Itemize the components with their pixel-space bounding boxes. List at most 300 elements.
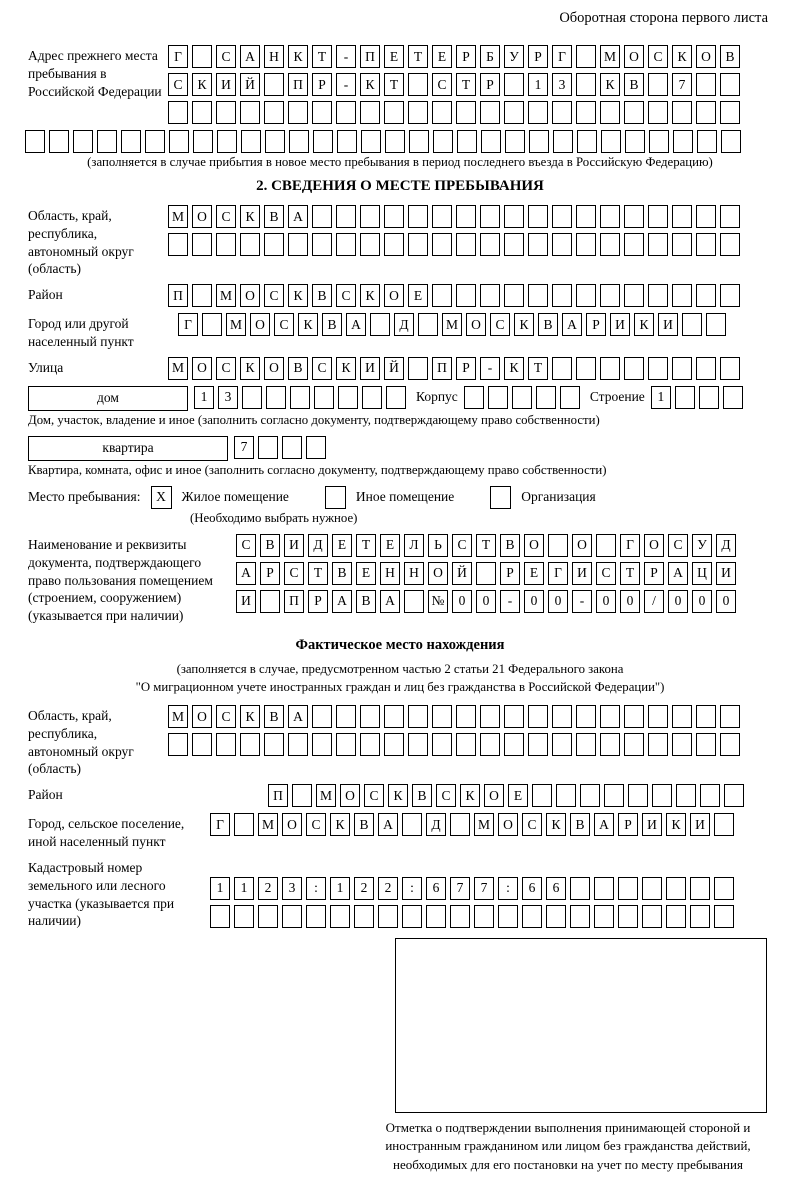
char-cell: Р: [500, 562, 520, 585]
char-cell: [532, 784, 552, 807]
char-cell: О: [240, 284, 260, 307]
char-cell: [672, 705, 692, 728]
prev-address-overflow-row: [25, 130, 772, 153]
char-cell: -: [480, 357, 500, 380]
street-label: Улица: [28, 359, 64, 375]
char-cell: [596, 534, 616, 557]
char-cell: [314, 386, 334, 409]
char-cell: [552, 284, 572, 307]
char-cell: [480, 233, 500, 256]
char-cell: [600, 205, 620, 228]
char-cell: [290, 386, 310, 409]
char-cell: С: [596, 562, 616, 585]
char-cell: К: [504, 357, 524, 380]
char-cell: 1: [210, 877, 230, 900]
char-cell: И: [284, 534, 304, 557]
char-cell: Й: [452, 562, 472, 585]
char-row: [210, 877, 734, 900]
char-cell: [552, 233, 572, 256]
char-cell: О: [644, 534, 664, 557]
char-row: [168, 45, 740, 68]
stroenie-cells: [651, 386, 743, 409]
char-cell: [576, 73, 596, 96]
char-cell: О: [250, 313, 270, 336]
char-row: [168, 284, 740, 307]
char-cell: [408, 101, 428, 124]
char-cell: О: [192, 205, 212, 228]
char-cell: [624, 357, 644, 380]
char-cell: 1: [528, 73, 548, 96]
char-cell: [642, 905, 662, 928]
char-cell: В: [500, 534, 520, 557]
char-cell: О: [524, 534, 544, 557]
char-cell: [260, 590, 280, 613]
char-row: [210, 905, 734, 928]
char-cell: [313, 130, 333, 153]
page-side-note: Оборотная сторона первого листа: [559, 10, 768, 26]
char-cell: [553, 130, 573, 153]
char-cell: [576, 205, 596, 228]
char-cell: [312, 705, 332, 728]
prev-address-label: Адрес прежнего места пребывания в Российской Федерации: [28, 48, 162, 99]
char-cell: [666, 905, 686, 928]
char-cell: [456, 284, 476, 307]
char-row: [268, 784, 744, 807]
char-cell: [504, 205, 524, 228]
char-cell: [696, 73, 716, 96]
char-cell: [240, 233, 260, 256]
district-label: Район: [28, 287, 63, 303]
char-cell: С: [236, 534, 256, 557]
char-cell: Й: [384, 357, 404, 380]
char-cell: [264, 101, 284, 124]
char-cell: [216, 733, 236, 756]
char-cell: [504, 101, 524, 124]
char-cell: [49, 130, 69, 153]
korpus-cells: [464, 386, 580, 409]
char-cell: [576, 101, 596, 124]
char-cell: [288, 733, 308, 756]
char-cell: [409, 130, 429, 153]
house-cells: [194, 386, 406, 409]
char-cell: [600, 284, 620, 307]
char-cell: Е: [432, 45, 452, 68]
char-cell: 7: [450, 877, 470, 900]
section2-title: 2. СВЕДЕНИЯ О МЕСТЕ ПРЕБЫВАНИЯ: [256, 178, 544, 194]
char-cell: А: [288, 705, 308, 728]
char-cell: 0: [668, 590, 688, 613]
char-cell: [408, 705, 428, 728]
char-cell: Т: [308, 562, 328, 585]
char-cell: [552, 205, 572, 228]
char-cell: [338, 386, 358, 409]
char-row: [168, 733, 740, 756]
char-cell: 1: [194, 386, 214, 409]
char-cell: [384, 705, 404, 728]
char-cell: [697, 130, 717, 153]
stay-type-checkbox-organization: [490, 486, 511, 509]
apartment-row: [28, 436, 772, 461]
char-cell: [432, 705, 452, 728]
char-cell: [408, 205, 428, 228]
char-cell: [264, 233, 284, 256]
char-cell: [528, 284, 548, 307]
char-cell: [700, 784, 720, 807]
char-cell: [192, 233, 212, 256]
char-cell: [576, 45, 596, 68]
char-cell: [402, 905, 422, 928]
char-cell: [488, 386, 508, 409]
char-cell: [576, 284, 596, 307]
char-cell: Т: [456, 73, 476, 96]
char-cell: В: [332, 562, 352, 585]
char-cell: [648, 233, 668, 256]
char-cell: 7: [474, 877, 494, 900]
char-cell: [464, 386, 484, 409]
char-cell: [312, 205, 332, 228]
char-cell: 3: [282, 877, 302, 900]
char-cell: [288, 101, 308, 124]
char-cell: С: [452, 534, 472, 557]
char-cell: [289, 130, 309, 153]
apartment-cells: [234, 436, 326, 459]
char-cell: М: [600, 45, 620, 68]
char-cell: Г: [168, 45, 188, 68]
char-cell: С: [668, 534, 688, 557]
char-cell: Т: [620, 562, 640, 585]
actual-city-field: [28, 813, 772, 851]
stay-type-option-residential: Жилое помещение: [181, 489, 289, 505]
char-cell: Р: [308, 590, 328, 613]
stroenie-label: Строение: [589, 388, 645, 404]
char-cell: [192, 733, 212, 756]
char-cell: :: [402, 877, 422, 900]
char-cell: Т: [356, 534, 376, 557]
actual-district-label: Район: [28, 787, 63, 803]
char-cell: В: [322, 313, 342, 336]
char-cell: Б: [480, 45, 500, 68]
char-cell: С: [216, 357, 236, 380]
char-cell: 1: [651, 386, 671, 409]
char-cell: [480, 284, 500, 307]
char-cell: [720, 205, 740, 228]
char-row: [210, 813, 734, 836]
char-cell: [408, 73, 428, 96]
char-cell: [600, 101, 620, 124]
char-cell: Т: [312, 45, 332, 68]
char-cell: [450, 813, 470, 836]
char-cell: [242, 386, 262, 409]
korpus-label: Корпус: [416, 388, 458, 404]
char-cell: [234, 905, 254, 928]
char-cell: [648, 284, 668, 307]
char-cell: [696, 705, 716, 728]
char-cell: [600, 233, 620, 256]
char-cell: [696, 284, 716, 307]
actual-location-title: Фактическое место нахождения: [295, 636, 505, 653]
char-cell: К: [240, 205, 260, 228]
char-cell: [450, 905, 470, 928]
char-cell: [594, 905, 614, 928]
char-cell: С: [216, 205, 236, 228]
char-cell: [504, 705, 524, 728]
char-cell: -: [336, 45, 356, 68]
char-cell: 1: [234, 877, 254, 900]
char-cell: [121, 130, 141, 153]
char-cell: [336, 733, 356, 756]
district-field: [28, 284, 772, 307]
char-cell: Д: [716, 534, 736, 557]
char-cell: [456, 733, 476, 756]
char-cell: Р: [618, 813, 638, 836]
char-cell: [714, 905, 734, 928]
char-cell: Р: [528, 45, 548, 68]
char-cell: [721, 130, 741, 153]
char-cell: О: [484, 784, 504, 807]
char-cell: [672, 101, 692, 124]
char-cell: А: [668, 562, 688, 585]
char-cell: О: [282, 813, 302, 836]
char-cell: [570, 877, 590, 900]
char-cell: Н: [264, 45, 284, 68]
char-cell: С: [264, 284, 284, 307]
actual-region-field: [28, 705, 772, 778]
cadastral-label: Кадастровый номер земельного или лесного участка (указывается при наличии): [28, 859, 175, 929]
char-cell: [432, 284, 452, 307]
char-cell: [576, 233, 596, 256]
char-cell: А: [346, 313, 366, 336]
char-cell: [699, 386, 719, 409]
char-cell: И: [642, 813, 662, 836]
char-cell: И: [690, 813, 710, 836]
char-cell: С: [522, 813, 542, 836]
char-cell: М: [474, 813, 494, 836]
stay-type-label: Место пребывания:: [28, 489, 141, 505]
stay-type-checkbox-other: [325, 486, 346, 509]
char-cell: Г: [178, 313, 198, 336]
char-cell: [682, 313, 702, 336]
char-cell: И: [610, 313, 630, 336]
char-cell: [618, 905, 638, 928]
char-cell: 2: [354, 877, 374, 900]
char-cell: М: [168, 357, 188, 380]
char-cell: Ц: [692, 562, 712, 585]
char-cell: [217, 130, 237, 153]
actual-region-label: Область, край, республика, автономный округ (область): [28, 708, 134, 777]
char-cell: [577, 130, 597, 153]
char-cell: А: [236, 562, 256, 585]
char-cell: [432, 233, 452, 256]
char-cell: Ь: [428, 534, 448, 557]
char-cell: [720, 73, 740, 96]
char-cell: А: [380, 590, 400, 613]
char-cell: [648, 101, 668, 124]
char-cell: О: [624, 45, 644, 68]
char-cell: [649, 130, 669, 153]
char-cell: 0: [620, 590, 640, 613]
char-cell: [504, 733, 524, 756]
char-cell: [264, 733, 284, 756]
char-cell: [456, 101, 476, 124]
char-cell: К: [460, 784, 480, 807]
char-row: [168, 233, 740, 256]
char-cell: [432, 733, 452, 756]
char-row: [236, 534, 736, 557]
char-cell: К: [360, 73, 380, 96]
char-cell: [385, 130, 405, 153]
char-cell: А: [562, 313, 582, 336]
char-cell: [618, 877, 638, 900]
char-cell: [628, 784, 648, 807]
char-cell: [528, 233, 548, 256]
char-cell: П: [284, 590, 304, 613]
char-cell: Р: [480, 73, 500, 96]
char-cell: [625, 130, 645, 153]
char-cell: Г: [552, 45, 572, 68]
char-cell: [480, 733, 500, 756]
char-cell: А: [240, 45, 260, 68]
char-cell: [672, 733, 692, 756]
char-row: [168, 101, 740, 124]
char-cell: [456, 233, 476, 256]
region-label: Область, край, республика, автономный округ (область): [28, 208, 134, 277]
char-cell: С: [364, 784, 384, 807]
char-row: [178, 313, 726, 336]
char-cell: Н: [380, 562, 400, 585]
apartment-note: Квартира, комната, офис и иное (заполнить согласно документу, подтверждающему право собственности): [28, 462, 607, 477]
char-cell: [528, 705, 548, 728]
char-cell: И: [572, 562, 592, 585]
char-cell: П: [168, 284, 188, 307]
house-type-box: дом: [28, 386, 188, 411]
char-cell: [336, 205, 356, 228]
char-row: [168, 205, 740, 228]
char-cell: [706, 313, 726, 336]
char-cell: [724, 784, 744, 807]
char-cell: -: [572, 590, 592, 613]
char-cell: [720, 357, 740, 380]
char-cell: [601, 130, 621, 153]
char-cell: [404, 590, 424, 613]
char-cell: С: [648, 45, 668, 68]
char-cell: /: [644, 590, 664, 613]
char-cell: [306, 436, 326, 459]
char-cell: А: [332, 590, 352, 613]
char-cell: [312, 101, 332, 124]
char-cell: [690, 905, 710, 928]
char-cell: [600, 705, 620, 728]
prev-address-note: (заполняется в случае прибытия в новое место пребывания в период последнего въезда в Российскую Федерацию): [87, 155, 713, 169]
char-cell: К: [298, 313, 318, 336]
char-cell: О: [466, 313, 486, 336]
char-cell: [265, 130, 285, 153]
char-cell: [624, 205, 644, 228]
char-cell: [73, 130, 93, 153]
char-cell: [216, 233, 236, 256]
char-cell: [292, 784, 312, 807]
char-cell: К: [336, 357, 356, 380]
char-cell: В: [356, 590, 376, 613]
char-cell: 0: [524, 590, 544, 613]
char-cell: Е: [356, 562, 376, 585]
char-cell: [546, 905, 566, 928]
char-cell: С: [216, 45, 236, 68]
char-cell: [720, 233, 740, 256]
char-cell: [288, 233, 308, 256]
char-cell: К: [360, 284, 380, 307]
char-cell: О: [696, 45, 716, 68]
char-cell: [676, 784, 696, 807]
char-cell: [504, 73, 524, 96]
char-cell: М: [258, 813, 278, 836]
char-cell: 3: [218, 386, 238, 409]
char-cell: [336, 101, 356, 124]
char-cell: [498, 905, 518, 928]
char-row: [168, 73, 740, 96]
char-cell: [723, 386, 743, 409]
char-cell: В: [288, 357, 308, 380]
char-cell: [432, 205, 452, 228]
char-cell: [192, 101, 212, 124]
char-cell: [241, 130, 261, 153]
char-cell: А: [378, 813, 398, 836]
char-cell: Р: [644, 562, 664, 585]
char-cell: П: [360, 45, 380, 68]
actual-location-note-line2: "О миграционном учете иностранных граждан и лиц без гражданства в Российской Федерации"): [135, 680, 665, 695]
char-row: [168, 705, 740, 728]
char-cell: [336, 705, 356, 728]
char-cell: 0: [596, 590, 616, 613]
char-cell: [360, 101, 380, 124]
char-cell: И: [360, 357, 380, 380]
document-field: [28, 534, 772, 625]
char-cell: Т: [408, 45, 428, 68]
region-field: [28, 205, 772, 278]
char-cell: [476, 562, 496, 585]
char-cell: [360, 233, 380, 256]
char-cell: В: [312, 284, 332, 307]
char-cell: [216, 101, 236, 124]
char-cell: [360, 705, 380, 728]
char-cell: [168, 733, 188, 756]
char-cell: [192, 284, 212, 307]
char-cell: [145, 130, 165, 153]
char-cell: Д: [308, 534, 328, 557]
char-cell: [552, 357, 572, 380]
char-cell: [384, 205, 404, 228]
char-cell: К: [240, 705, 260, 728]
char-cell: [234, 813, 254, 836]
char-row: [168, 357, 740, 380]
actual-location-note: [28, 660, 772, 697]
char-cell: Р: [312, 73, 332, 96]
char-cell: Е: [408, 284, 428, 307]
char-cell: Е: [524, 562, 544, 585]
char-cell: [384, 233, 404, 256]
char-cell: [672, 205, 692, 228]
street-field: [28, 357, 772, 380]
char-cell: П: [288, 73, 308, 96]
char-cell: К: [514, 313, 534, 336]
char-cell: И: [216, 73, 236, 96]
stamp-note: Отметка о подтверждении выполнения принимающей стороной и иностранным гражданином или лицом без гражданства действий, необходимых для его постановки на учет по месту пребывания: [385, 1120, 751, 1172]
stay-type-row: [28, 486, 772, 509]
char-cell: [672, 284, 692, 307]
char-cell: 0: [692, 590, 712, 613]
char-cell: [714, 813, 734, 836]
char-cell: [624, 284, 644, 307]
char-cell: К: [600, 73, 620, 96]
